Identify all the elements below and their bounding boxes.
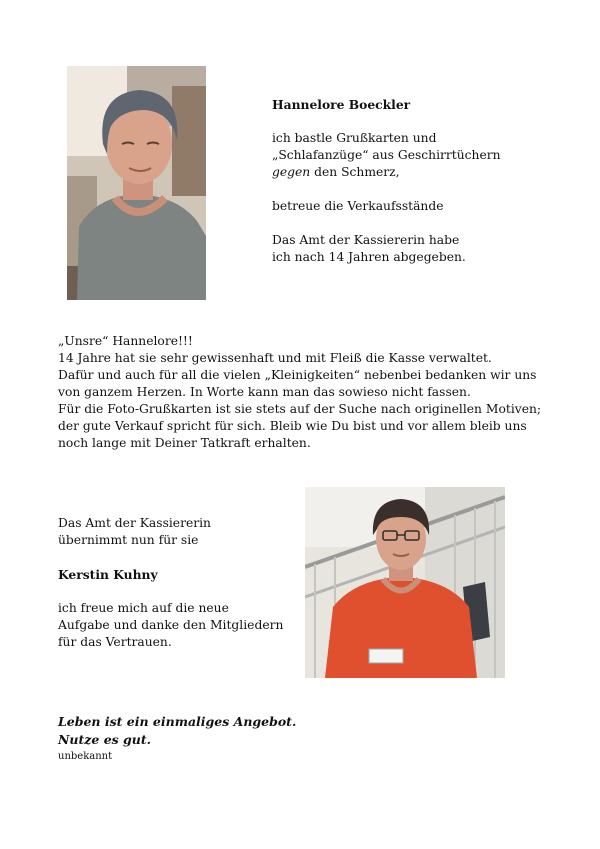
- tribute-line: von ganzem Herzen. In Worte kann man das sowieso nicht fassen.: [58, 385, 471, 399]
- profile-description: [58, 600, 298, 651]
- profile-line: betreue die Verkaufsstände: [272, 199, 444, 213]
- profile-emphasis: gegen: [272, 165, 311, 179]
- tribute-paragraph: [58, 333, 578, 452]
- profile-hannelore: [272, 96, 572, 283]
- profile-kerstin: [58, 515, 298, 668]
- closing-quote: [58, 713, 358, 749]
- profile-line: übernimmt nun für sie: [58, 533, 199, 547]
- profile-description: [272, 130, 572, 181]
- profile-line: ich freue mich auf die neue: [58, 601, 229, 615]
- portrait-photo-hannelore-image: [67, 66, 206, 300]
- portrait-photo-kerstin-image: [305, 487, 505, 678]
- tribute-line: noch lange mit Deiner Tatkraft erhalten.: [58, 436, 311, 450]
- profile-intro: [58, 515, 298, 549]
- tribute-line: „Unsre“ Hannelore!!!: [58, 334, 193, 348]
- profile-line: Das Amt der Kassiererin habe: [272, 233, 460, 247]
- profile-line: „Schlafanzüge“ aus Geschirrtüchern: [272, 148, 501, 162]
- profile-line: Das Amt der Kassiererin: [58, 516, 211, 530]
- profile-line: den Schmerz,: [310, 165, 400, 179]
- portrait-photo-hannelore: [67, 66, 206, 300]
- quote-line: Leben ist ein einmaliges Angebot.: [58, 714, 297, 729]
- tribute-line: 14 Jahre hat sie sehr gewissenhaft und mit Fleiß die Kasse verwaltet.: [58, 351, 492, 365]
- profile-line: ich bastle Grußkarten und: [272, 131, 437, 145]
- quote-source: unbekannt: [58, 751, 113, 762]
- profile-office-note: [272, 232, 572, 266]
- profile-name: Kerstin Kuhny: [58, 567, 158, 582]
- profile-line: Aufgabe und danke den Mitgliedern: [58, 618, 284, 632]
- profile-line: ich nach 14 Jahren abgegeben.: [272, 250, 466, 264]
- quote-line: Nutze es gut.: [58, 732, 151, 747]
- profile-name: Hannelore Boeckler: [272, 97, 411, 112]
- tribute-line: Dafür und auch für all die vielen „Kleinigkeiten“ nebenbei bedanken wir uns: [58, 368, 537, 382]
- profile-line: für das Vertrauen.: [58, 635, 172, 649]
- tribute-line: Für die Foto-Grußkarten ist sie stets auf der Suche nach originellen Motiven;: [58, 402, 542, 416]
- portrait-photo-kerstin: [305, 487, 505, 678]
- tribute-line: der gute Verkauf spricht für sich. Bleib wie Du bist und vor allem bleib uns: [58, 419, 527, 433]
